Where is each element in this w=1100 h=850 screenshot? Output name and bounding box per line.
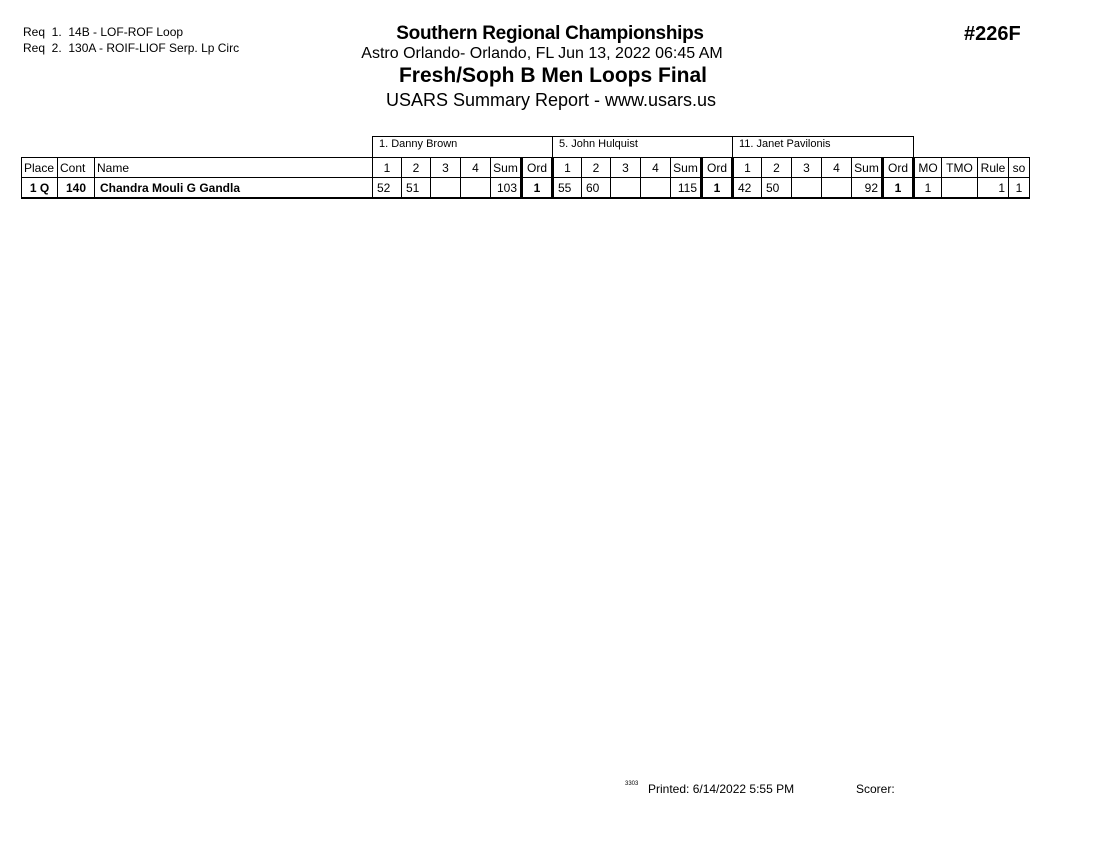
row-j1-score-4 [461, 178, 491, 199]
col-mo: MO [914, 158, 942, 178]
row-j3-ord: 1 [883, 178, 914, 199]
requirement-1: Req 1. 14B - LOF-ROF Loop [23, 25, 184, 39]
col-so: so [1009, 158, 1030, 178]
row-j3-score-3 [792, 178, 822, 199]
col-j2-score-2: 2 [582, 158, 611, 178]
judge-3-name: 11. Janet Pavilonis [733, 137, 914, 158]
row-j2-sum: 115 [671, 178, 702, 199]
col-j3-score-3: 3 [792, 158, 822, 178]
row-j1-score-1: 52 [373, 178, 402, 199]
row-j3-score-4 [822, 178, 852, 199]
event-number: #226F [964, 23, 1021, 45]
row-mo: 1 [914, 178, 942, 199]
col-j2-ord: Ord [702, 158, 733, 178]
row-j2-score-2: 60 [582, 178, 611, 199]
row-rule: 1 [978, 178, 1009, 199]
row-j3-score-2: 50 [762, 178, 792, 199]
col-j1-score-3: 3 [431, 158, 461, 178]
judge-header-row [22, 137, 1030, 158]
row-j1-score-2: 51 [402, 178, 431, 199]
col-tmo: TMO [942, 158, 978, 178]
col-cont: Cont [58, 158, 95, 178]
col-j1-ord: Ord [522, 158, 553, 178]
column-header-row [22, 158, 1030, 178]
col-j3-score-1: 1 [733, 158, 762, 178]
scorer-label: Scorer: [856, 782, 895, 796]
col-name: Name [95, 158, 373, 178]
row-cont: 140 [58, 178, 95, 199]
col-j1-score-2: 2 [402, 158, 431, 178]
row-j2-score-1: 55 [553, 178, 582, 199]
row-j2-ord: 1 [702, 178, 733, 199]
table-row [22, 178, 1030, 199]
printed-timestamp: Printed: 6/14/2022 5:55 PM [648, 782, 795, 796]
results-table [21, 136, 1030, 199]
col-j3-ord: Ord [883, 158, 914, 178]
row-j3-sum: 92 [852, 178, 883, 199]
col-j1-sum: Sum [491, 158, 522, 178]
col-j3-score-4: 4 [822, 158, 852, 178]
col-j1-score-4: 4 [461, 158, 491, 178]
row-so: 1 [1009, 178, 1030, 199]
row-j2-score-3 [611, 178, 641, 199]
row-tmo [942, 178, 978, 199]
col-j2-score-1: 1 [553, 158, 582, 178]
competition-title: Southern Regional Championships [396, 23, 704, 44]
row-j3-score-1: 42 [733, 178, 762, 199]
report-title: USARS Summary Report - www.usars.us [385, 90, 717, 110]
row-j1-sum: 103 [491, 178, 522, 199]
col-place: Place [22, 158, 58, 178]
row-j2-score-4 [641, 178, 671, 199]
judge-2-name: 5. John Hulquist [553, 137, 733, 158]
col-j3-score-2: 2 [762, 158, 792, 178]
col-rule: Rule [978, 158, 1009, 178]
event-title: Fresh/Soph B Men Loops Final [398, 64, 707, 87]
judge-1-name: 1. Danny Brown [373, 137, 553, 158]
col-j2-score-3: 3 [611, 158, 641, 178]
page-code: 3303 [625, 781, 639, 787]
col-j1-score-1: 1 [373, 158, 402, 178]
col-j2-sum: Sum [671, 158, 702, 178]
row-place: 1 Q [22, 178, 58, 199]
col-j2-score-4: 4 [641, 158, 671, 178]
row-j1-ord: 1 [522, 178, 553, 199]
row-name: Chandra Mouli G Gandla [95, 178, 373, 199]
location-datetime: Astro Orlando- Orlando, FL Jun 13, 2022 06:45 AM [361, 45, 723, 62]
requirement-2: Req 2. 130A - ROIF-LIOF Serp. Lp Circ [23, 41, 240, 55]
col-j3-sum: Sum [852, 158, 883, 178]
row-j1-score-3 [431, 178, 461, 199]
